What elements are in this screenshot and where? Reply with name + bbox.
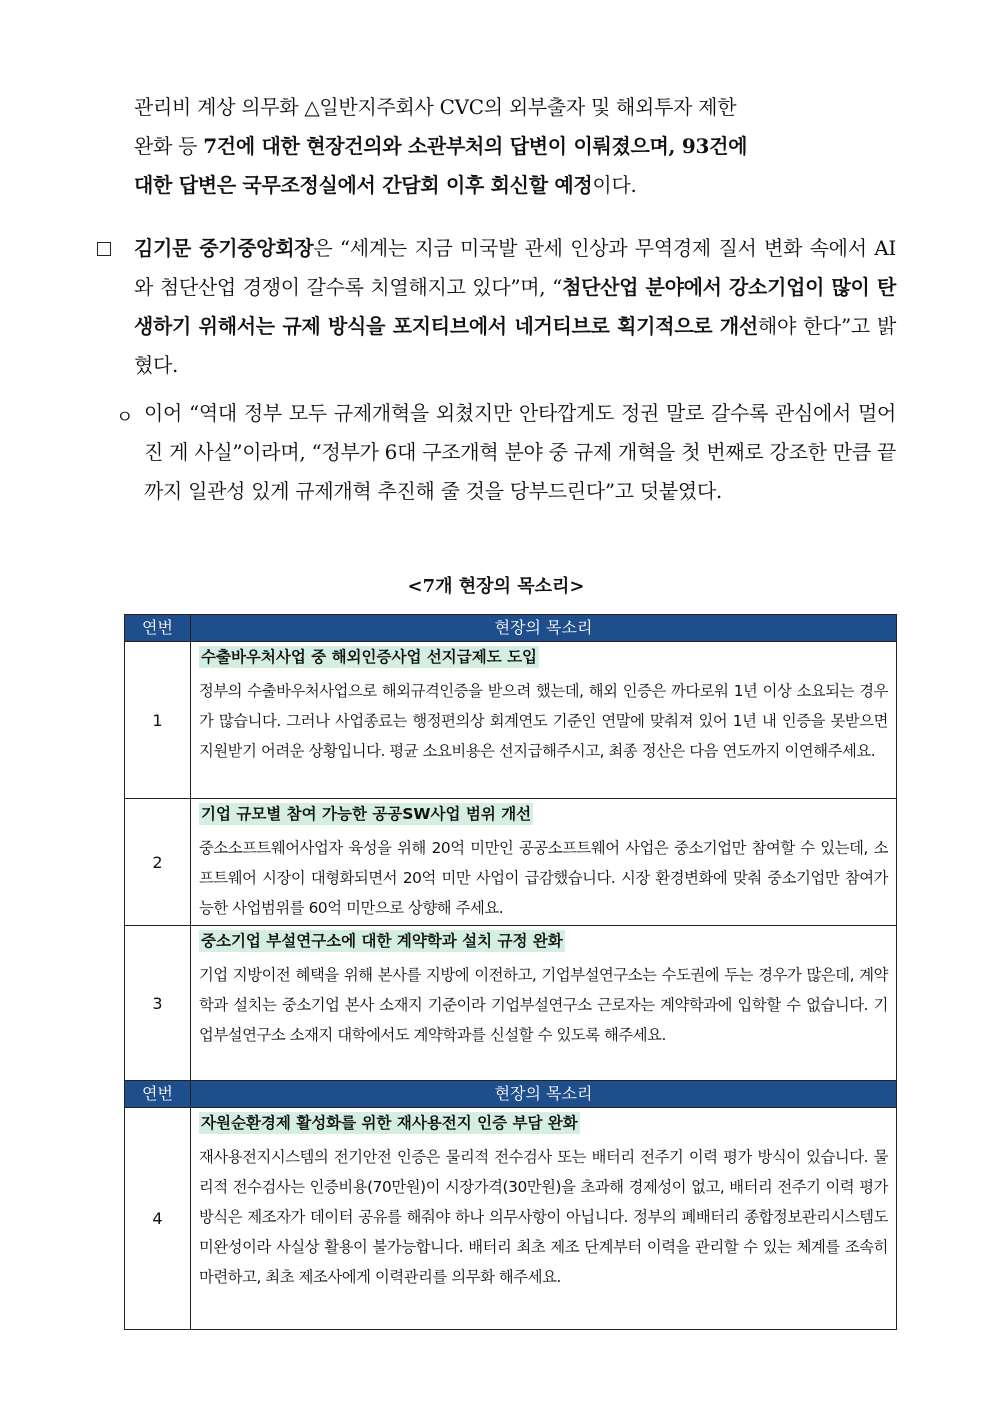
chairman-quote-bold: 첨단산업 분야에서 강소기업이 많이 탄생하기 위해서는 규제 방식을 포지티브에서 네거티브로 획기적으로 개선 [134,275,896,338]
chairman-paragraph [134,229,896,385]
voice-cell [191,1108,897,1330]
voice-cell [191,926,897,1081]
chairman-name: 김기문 중기중앙회장 [134,236,314,260]
chairman-quote-2: 해야 한다”고 밝혔다. [134,314,896,377]
voice-body: 중소소프트웨어사업자 육성을 위해 20억 미만인 공공소프트웨어 사업은 중소기업만 참여할 수 있는데, 소프트웨어 시장이 대형화되면서 20억 미만 사업이 급감했습니다. 시장 환경변화에 맞춰 중소기업만 참여가능한 사업범위를 60억 미만으로 상향해 주세요. [199,839,888,917]
voice-cell [191,799,897,926]
voice-title: 자원순환경제 활성화를 위한 재사용전지 인증 부담 완화 [201,1114,578,1132]
row-number: 3 [125,926,191,1081]
table-title: <7개 현장의 목소리> [407,576,585,597]
intro-line-3-text: 이다. [592,173,637,197]
header-voice: 현장의 목소리 [191,1081,897,1108]
voice-title: 수출바우처사업 중 해외인증사업 선지급제도 도입 [201,648,538,666]
voice-body: 기업 지방이전 혜택을 위해 본사를 지방에 이전하고, 기업부설연구소는 수도권에 두는 경우가 많은데, 계약학과 설치는 중소기업 본사 소재지 기준이라 기업부설연구소 근로자는 계약학과에 입학할 수 없습니다. 기업부설연구소 소재지 대학에서도 계약학과를 신설할 수 있도록 해주세요. [199,966,888,1044]
intro-line-2-text: 완화 등 [134,134,204,158]
table-row [125,926,897,1081]
intro-line-3-bold: 대한 답변은 국무조정실에서 간담회 이후 회신할 예정 [134,173,593,197]
voice-title: 중소기업 부설연구소에 대한 계약학과 설치 규정 완화 [201,932,563,950]
intro-paragraph [134,88,896,205]
voice-body: 정부의 수출바우처사업으로 해외규격인증을 받으려 했는데, 해외 인증은 까다로워 1년 이상 소요되는 경우가 많습니다. 그러나 사업종료는 행정편의상 회계연도 기준인 연말에 맞춰져 있어 1년 내 인증을 못받으면 지원받기 어려운 상황입니다. 평균 소요비용은 선지급해주시고, 최종 정산은 다음 연도까지 이연해주세요. [199,682,888,760]
table-header [125,1081,897,1108]
header-voice: 현장의 목소리 [191,615,897,642]
voice-body: 재사용전지시스템의 전기안전 인증은 물리적 전수검사 또는 배터리 전주기 이력 평가 방식이 있습니다. 물리적 전수검사는 인증비용(70만원)이 시장가격(30만원)을 초과해 경제성이 없고, 배터리 전주기 이력 평가 방식은 제조자가 데이터 공유를 해줘야 하나 의무사항이 아닙니다. 정부의 폐배터리 종합정보관리시스템도 미완성이라 사실상 활용이 불가능합니다. 배터리 최초 제조 단계부터 이력을 관리할 수 있는 체계를 조속히 마련하고, 최초 제조사에게 이력관리를 의무화 해주세요. [199,1148,888,1286]
voice-title: 기업 규모별 참여 가능한 공공SW사업 범위 개선 [201,805,532,823]
voices-table [124,614,897,1330]
row-number: 1 [125,642,191,799]
intro-line-1: 관리비 계상 의무화 △일반지주회사 CVC의 외부출자 및 해외투자 제한 [134,95,737,119]
circle-bullet-icon: ㅇ [116,407,134,428]
table-row [125,1108,897,1330]
table-header [125,615,897,642]
voice-cell [191,642,897,799]
table-row [125,642,897,799]
followup-text: 이어 “역대 정부 모두 규제개혁을 외쳤지만 안타깝게도 정권 말로 갈수록 관심에서 멀어진 게 사실”이라며, “정부가 6대 구조개혁 분야 중 규제 개혁을 첫 번째로 강조한 만큼 끝까지 일관성 있게 규제개혁 추진해 줄 것을 당부드린다”고 덧붙였다. [144,401,896,503]
row-number: 4 [125,1108,191,1330]
chairman-quote-1: 은 “세계는 지금 미국발 관세 인상과 무역경제 질서 변화 속에서 AI와 첨단산업 경쟁이 갈수록 치열해지고 있다”며, “ [134,236,897,299]
row-number: 2 [125,799,191,926]
followup-paragraph [144,394,896,511]
table-row [125,799,897,926]
square-bullet-icon [97,242,111,256]
intro-line-2-bold: 7건에 대한 현장건의와 소관부처의 답변이 이뤄졌으며, 93건에 [203,134,748,158]
header-no: 연번 [125,615,191,642]
header-no: 연번 [125,1081,191,1108]
